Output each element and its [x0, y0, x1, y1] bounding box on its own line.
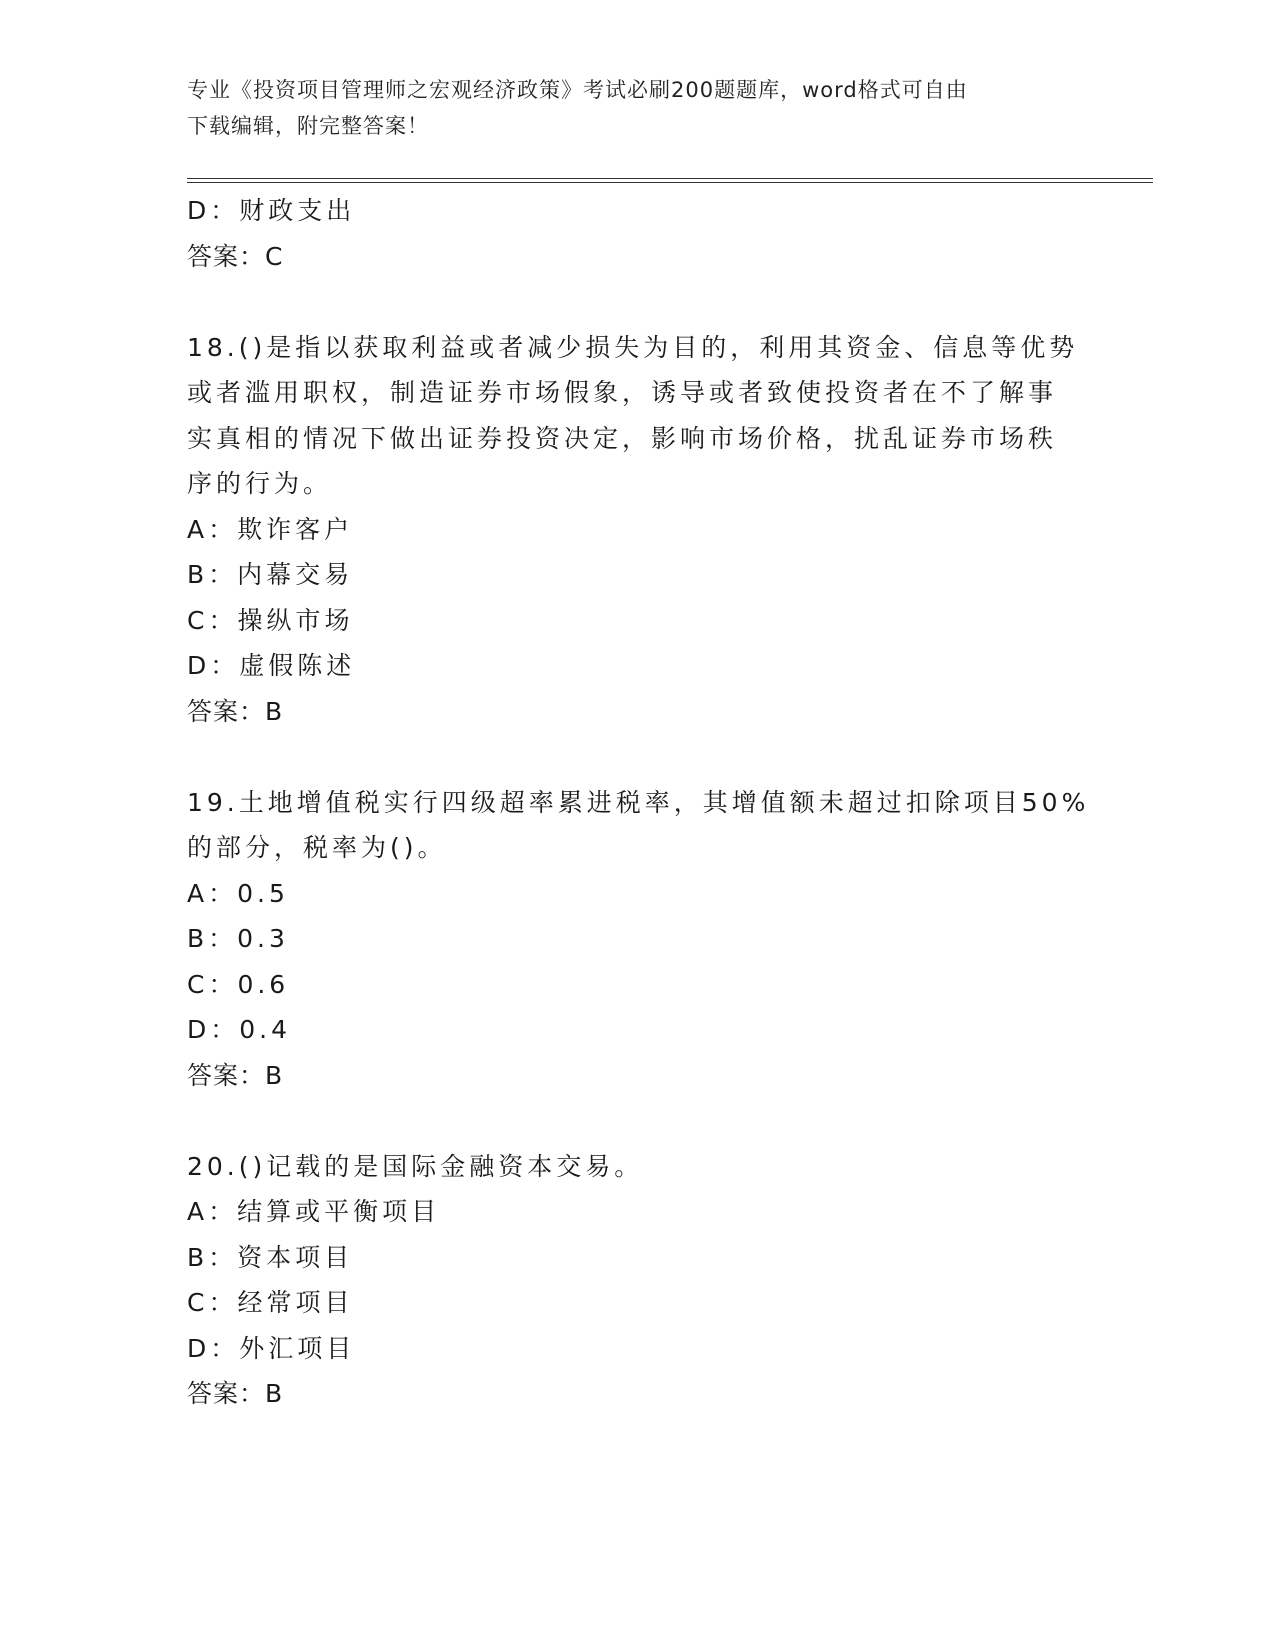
question-text-line: 20.()记载的是国际金融资本交易。 [187, 1151, 644, 1181]
question-text-line: 序的行为。 [187, 469, 333, 498]
header-line-1: 专业《投资项目管理师之宏观经济政策》考试必刷200题题库，word格式可自由 [187, 78, 968, 102]
question-18 [187, 325, 1077, 735]
document-body [187, 188, 1090, 1417]
question-text-line: 18.()是指以获取利益或者减少损失为目的，利用其资金、信息等优势 [187, 332, 1079, 362]
previous-question-tail [187, 188, 1077, 279]
option-d: D：虚假陈述 [187, 651, 356, 680]
answer-line: 答案：B [187, 696, 284, 726]
answer-line: 答案：B [187, 1060, 284, 1090]
question-20 [187, 1144, 1077, 1417]
question-text-line: 19.土地增值税实行四级超率累进税率，其增值额未超过扣除项目50% [187, 787, 1090, 817]
answer-line: 答案：C [187, 241, 284, 271]
option-d: D：财政支出 [187, 196, 356, 225]
option-c: C：操纵市场 [187, 605, 354, 635]
option-b: B：资本项目 [187, 1242, 354, 1272]
option-a: A：结算或平衡项目 [187, 1197, 441, 1226]
header-line-2: 下载编辑，附完整答案！ [187, 114, 429, 138]
option-a: A：欺诈客户 [187, 514, 354, 544]
option-d: D：外汇项目 [187, 1333, 356, 1363]
question-text-line: 的部分，税率为()。 [187, 833, 447, 862]
document-header [187, 72, 1067, 144]
question-text-line: 或者滥用职权，制造证券市场假象，诱导或者致使投资者在不了解事 [187, 378, 1058, 407]
option-b: B：内幕交易 [187, 560, 354, 589]
option-b: B：0.3 [187, 924, 289, 953]
option-c: C：经常项目 [187, 1288, 354, 1317]
question-19 [187, 780, 1090, 1099]
option-c: C：0.6 [187, 969, 290, 999]
header-divider [187, 178, 1153, 183]
option-a: A：0.5 [187, 878, 289, 908]
option-d: D：0.4 [187, 1015, 292, 1044]
question-text-line: 实真相的情况下做出证券投资决定，影响市场价格，扰乱证券市场秩 [187, 423, 1058, 453]
answer-line: 答案：B [187, 1379, 284, 1408]
